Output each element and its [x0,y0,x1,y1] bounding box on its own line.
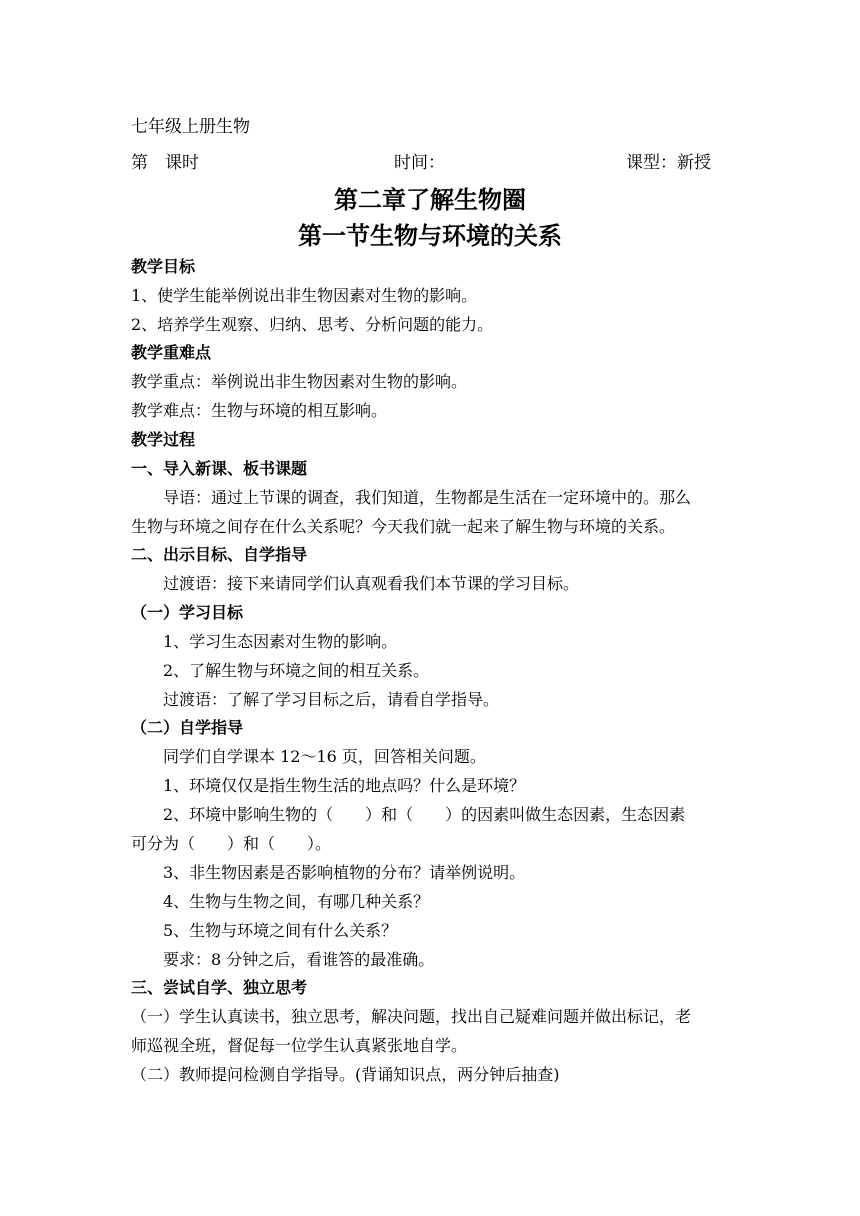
intro-paragraph-line: 导语：通过上节课的调查，我们知道，生物都是生活在一定环境中的。那么 [163,488,692,507]
lesson-number: 第 课时 [131,153,199,173]
step-paragraph-line: 师巡视全班，督促每一位学生认真紧张地自学。 [131,1036,468,1055]
intro-paragraph-line: 生物与环境之间存在什么关系呢？今天我们就一起来了解生物与环境的关系。 [131,517,676,536]
transition-text: 过渡语：接下来请同学们认真观看我们本节课的学习目标。 [163,574,580,593]
transition-text: 过渡语：了解了学习目标之后，请看自学指导。 [163,690,500,709]
goal-item: 2、了解生物与环境之间的相互关系。 [163,661,430,680]
question-item: 3、非生物因素是否影响植物的分布？请举例说明。 [163,863,526,882]
subsection-heading: （一）学习目标 [131,603,244,622]
objectives-heading: 教学目标 [131,257,196,276]
section-heading: 二、出示目标、自学指导 [131,545,308,564]
subsection-heading: （二）自学指导 [131,718,244,737]
lesson-type: 课型：新授 [626,153,711,173]
objective-item: 1、使学生能举例说出非生物因素对生物的影响。 [131,286,478,305]
time-label: 时间： [394,153,445,173]
teaching-focus: 教学重点：举例说出非生物因素对生物的影响。 [131,372,468,391]
question-item: 可分为（ ）和（ ）。 [131,834,332,853]
requirement-text: 要求：8 分钟之后，看谁答的最准确。 [163,950,435,969]
question-item: 1、环境仅仅是指生物生活的地点吗？什么是环境？ [163,776,526,795]
section-heading: 三、尝试自学、独立思考 [131,978,308,997]
section-title: 第一节生物与环境的关系 [298,222,562,250]
grade-label: 七年级上册生物 [131,117,250,137]
self-study-intro: 同学们自学课本 12～16 页，回答相关问题。 [163,747,486,766]
step-paragraph-line: （二）教师提问检测自学指导。(背诵知识点，两分钟后抽查) [131,1065,560,1084]
teaching-difficulty: 教学难点：生物与环境的相互影响。 [131,401,388,420]
key-points-heading: 教学重难点 [131,343,212,362]
chapter-title: 第二章了解生物圈 [334,186,526,214]
section-heading: 一、导入新课、板书课题 [131,459,308,478]
question-item: 2、环境中影响生物的（ ）和（ ）的因素叫做生态因素，生态因素 [163,805,686,824]
question-item: 4、生物与生物之间，有哪几种关系？ [163,892,430,911]
goal-item: 1、学习生态因素对生物的影响。 [163,632,398,651]
process-heading: 教学过程 [131,430,196,449]
objective-item: 2、培养学生观察、归纳、思考、分析问题的能力。 [131,315,494,334]
step-paragraph-line: （一）学生认真读书，独立思考，解决问题，找出自己疑难问题并做出标记，老 [131,1007,692,1026]
question-item: 5、生物与环境之间有什么关系？ [163,921,398,940]
